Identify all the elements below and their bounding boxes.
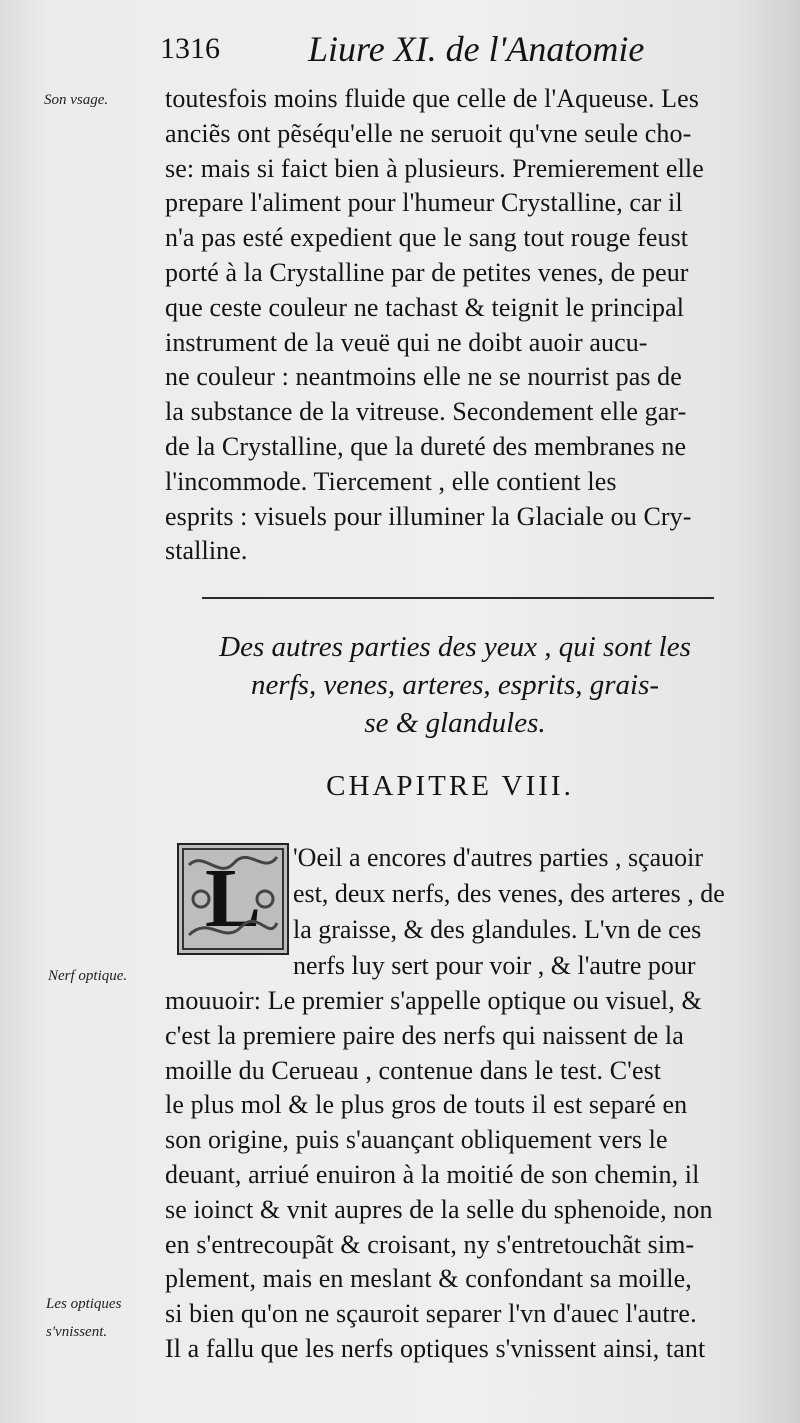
chapter-heading-line: nerfs, venes, arteres, esprits, grais- (250, 669, 660, 701)
chapter-heading-line: Des autres parties des yeux , qui sont les (219, 631, 691, 663)
text-line: c'est la premiere paire des nerfs qui naissent de la (165, 1020, 684, 1050)
section-divider (202, 597, 714, 599)
text-line: n'a pas esté expedient que le sang tout rouge feust (165, 223, 689, 253)
text-line: Il a fallu que les nerfs optiques s'vnissent ainsi, tant (165, 1333, 706, 1363)
text-line: 'Oeil a encores d'autres parties , sçauoir (293, 843, 704, 872)
text-line: de la Crystalline, que la dureté des membranes ne (165, 431, 687, 461)
paragraph-opening (293, 840, 753, 984)
text-line: est, deux nerfs, des venes, des arteres , de (293, 879, 725, 908)
text-line: moille du Cerueau , contenue dans le test. C'est (165, 1055, 662, 1085)
page-number: 1316 (160, 32, 220, 65)
text-line: toutesfois moins fluide que celle de l'Aqueuse. Les (165, 84, 699, 113)
chapter-number: CHAPITRE VIII. (326, 770, 574, 802)
text-line: la substance de la vitreuse. Secondement elle gar- (165, 397, 687, 427)
text-line: si bien qu'on ne sçauroit separer l'vn d'auec l'autre. (165, 1299, 697, 1329)
paragraph-usage (165, 82, 755, 569)
drop-cap-letter: L (204, 852, 262, 945)
paragraph-optic-nerve (165, 984, 755, 1367)
margin-note-usage: Son vsage. (44, 92, 109, 108)
chapter-heading (195, 628, 715, 742)
text-line: en s'entrecoupãt & croisant, ny s'entretouchãt sim- (165, 1229, 695, 1259)
ornament-icon (179, 845, 287, 953)
text-line: esprits : visuels pour illuminer la Glaciale ou Cry- (165, 501, 692, 531)
text-line: stalline. (165, 536, 248, 566)
text-line: la graisse, & des glandules. L'vn de ces (293, 915, 702, 944)
text-line: instrument de la veuë qui ne doibt auoir aucu- (165, 327, 648, 357)
text-line: le plus mol & le plus gros de touts il est separé en (165, 1090, 688, 1120)
text-line: mouuoir: Le premier s'appelle optique ou visuel, & (165, 986, 702, 1015)
text-line: porté à la Crystalline par de petites venes, de peur (165, 257, 689, 287)
decorated-initial (177, 843, 289, 955)
margin-note-line: s'vnissent. (46, 1324, 108, 1340)
text-line: deuant, arriué enuiron à la moitié de son chemin, il (165, 1159, 700, 1189)
text-line: ne couleur : neantmoins elle ne se nourrist pas de (165, 362, 682, 392)
margin-note-line: Les optiques (46, 1296, 122, 1312)
running-title: Liure XI. de l'Anatomie (308, 29, 645, 69)
margin-note-optics-unite (46, 1290, 121, 1346)
text-line: plement, mais en meslant & confondant sa moille, (165, 1264, 692, 1294)
text-line: nerfs luy sert pour voir , & l'autre pour (293, 951, 696, 980)
text-line: que ceste couleur ne tachast & teignit le principal (165, 292, 685, 322)
text-line: anciẽs ont pẽséqu'elle ne seruoit qu'vne seule cho- (165, 118, 692, 148)
text-line: prepare l'aliment pour l'humeur Crystalline, car il (165, 188, 683, 218)
text-line: son origine, puis s'auançant obliquement vers le (165, 1125, 668, 1155)
chapter-heading-line: se & glandules. (364, 707, 546, 739)
text-line: l'incommode. Tiercement , elle contient les (165, 466, 617, 496)
margin-note-optic-nerve: Nerf optique. (48, 968, 128, 984)
running-head (160, 28, 680, 74)
text-line: se: mais si faict bien à plusieurs. Premierement elle (165, 153, 704, 183)
text-line: se ioinct & vnit aupres de la selle du sphenoide, non (165, 1194, 713, 1224)
